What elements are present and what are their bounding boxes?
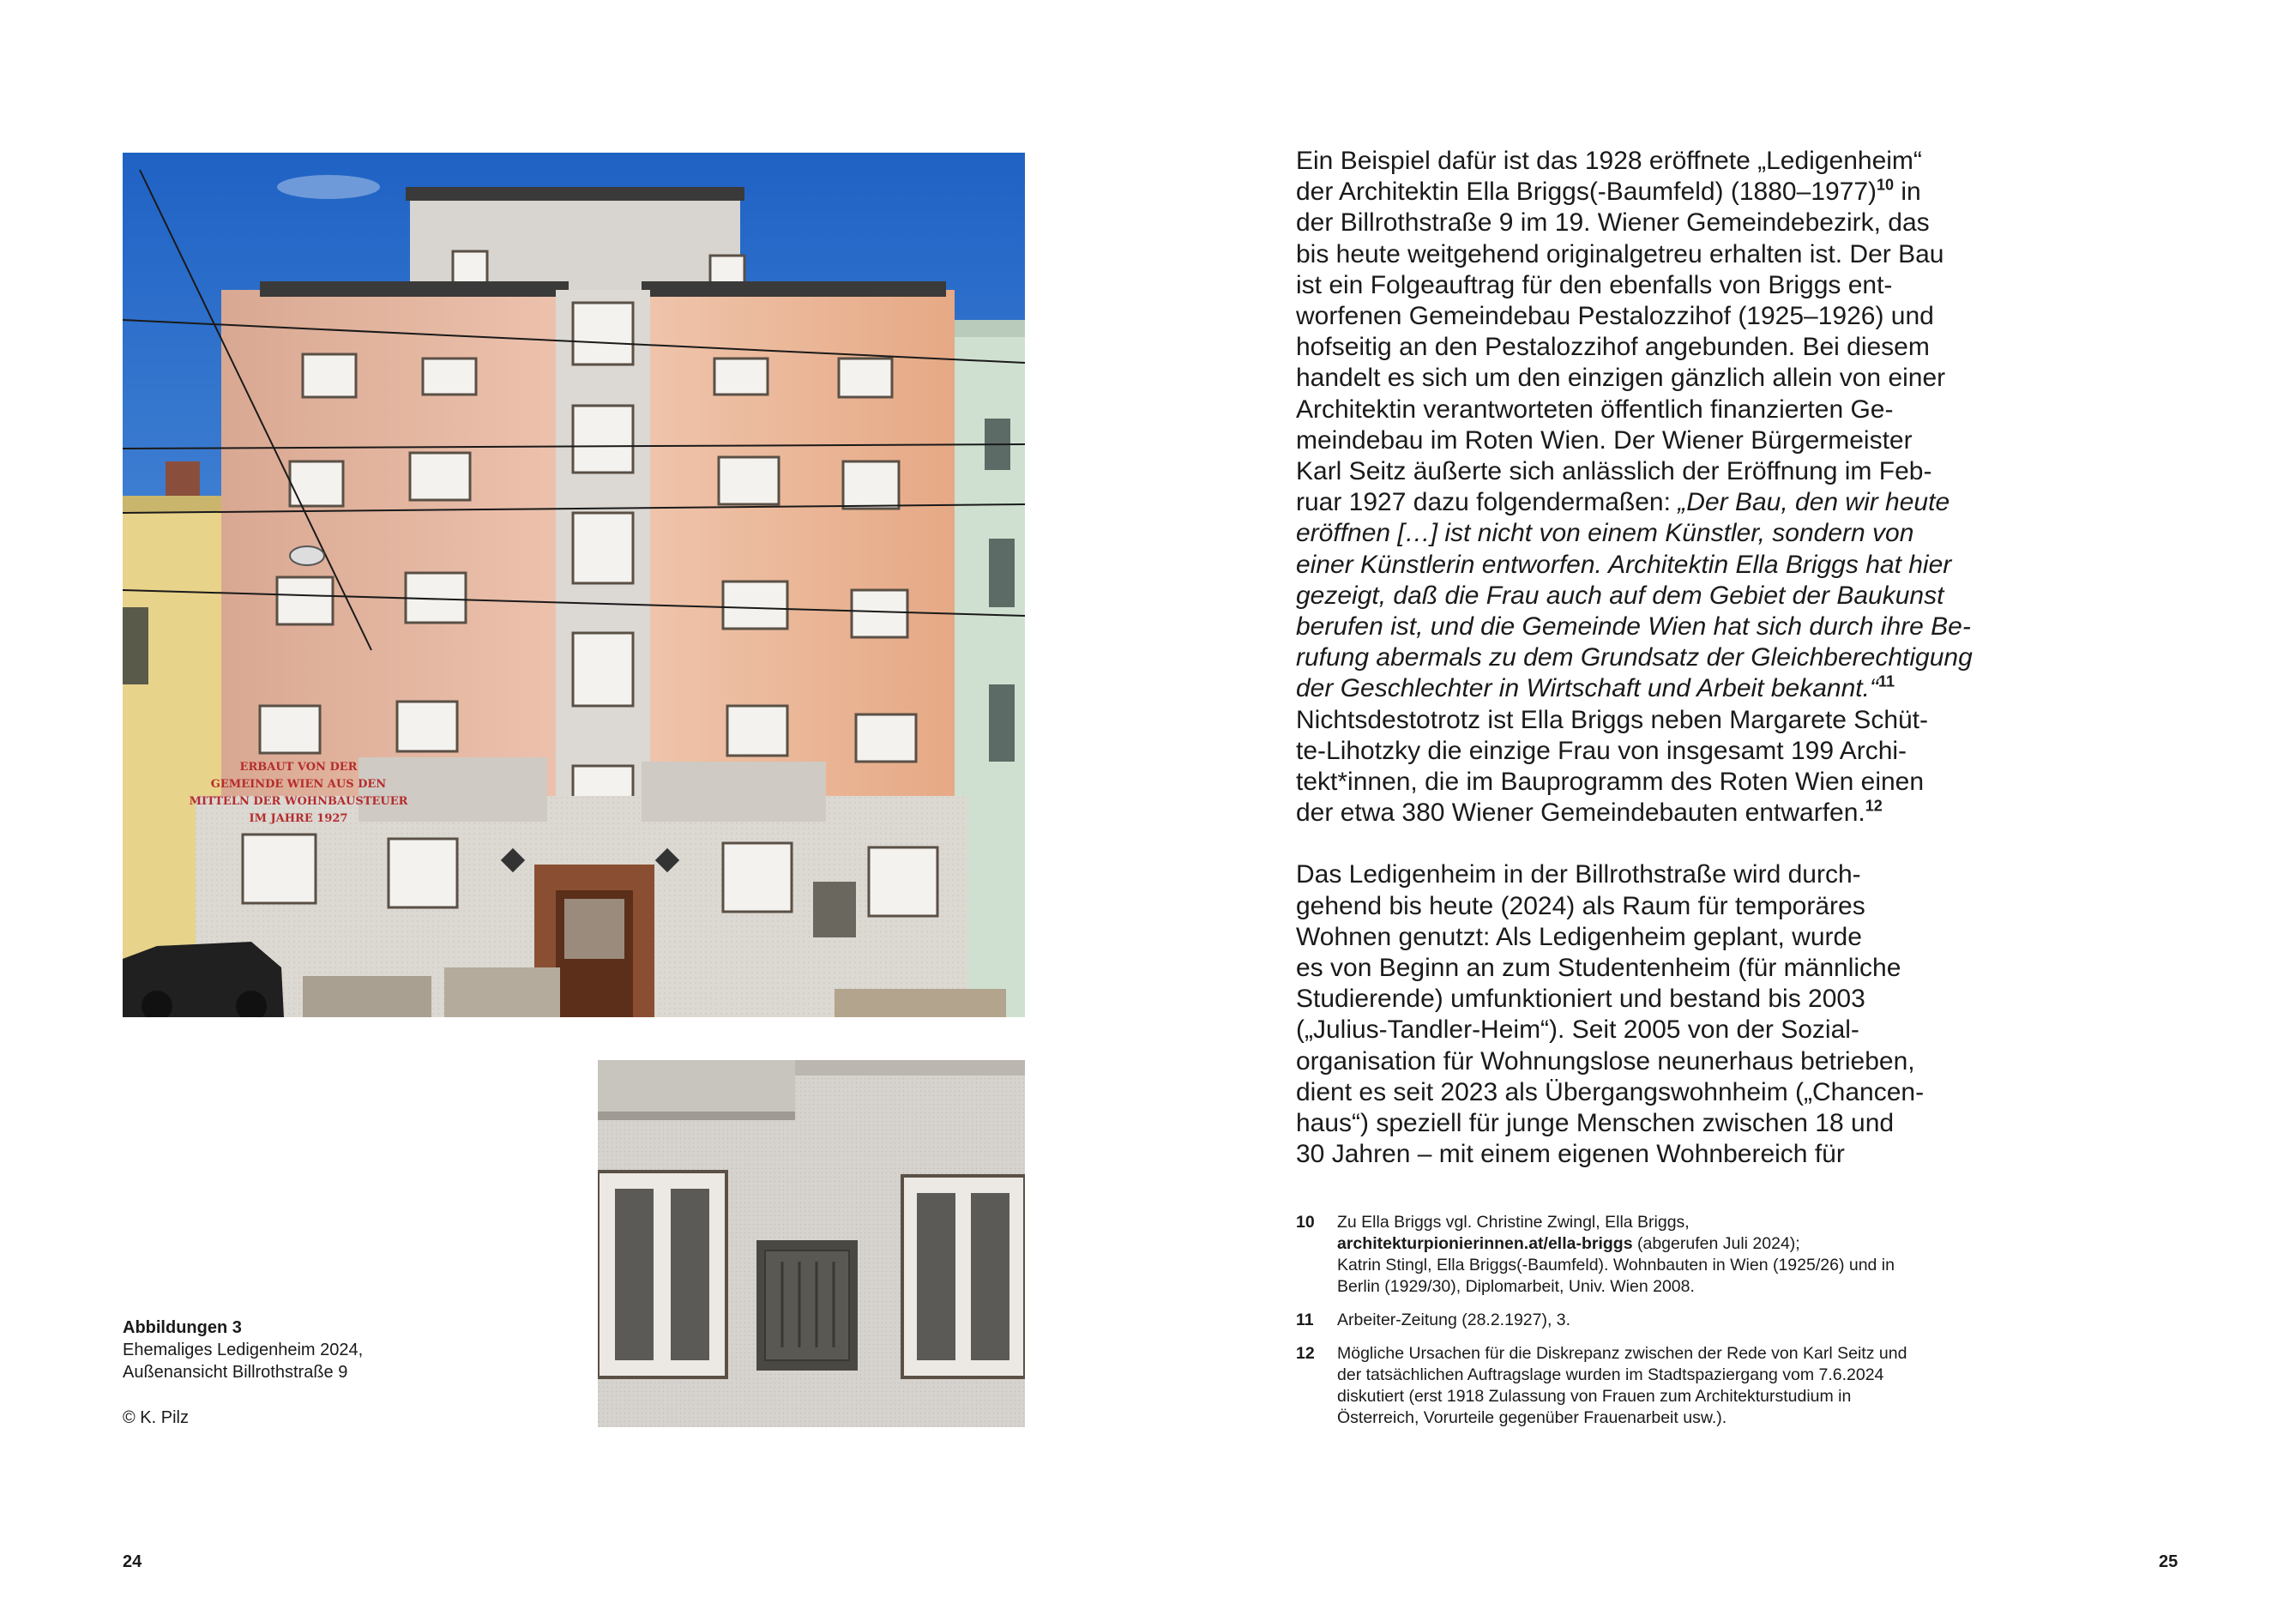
text-line: der Billrothstraße 9 im 19. Wiener Gemeindebezirk, das <box>1296 208 1930 238</box>
facade-sign-line-3: MITTELN DER WOHNBAUSTEUER <box>189 795 408 808</box>
body-text <box>1296 146 1982 1171</box>
footnote-11: 11 Arbeiter-Zeitung (28.2.1927), 3. <box>1296 1311 1571 1329</box>
quote-line: berufen ist, und die Gemeinde Wien hat sich durch ihre Be- <box>1296 612 1971 642</box>
text-line: te-Lihotzky die einzige Frau von insgesamt 199 Archi- <box>1296 736 1907 765</box>
text-line: der Architektin Ella Briggs(-Baumfeld) (1880–1977)$^{10}$ in <box>1296 176 1921 207</box>
text-line: Das Ledigenheim in der Billrothstraße wird durch- <box>1296 860 1861 889</box>
footnote-12: 12 Mögliche Ursachen für die Diskrepanz zwischen der Rede von Karl Seitz und der tatsächlichen Auftragslage wurden im Stadtspaziergang vom 7.6.2024 diskutiert (erst 1918 Zulassung von Frauen zum Architekturstudium in Österreich, Vorurteile gegenüber Frauenarbeit usw.). <box>1296 1344 1907 1427</box>
facade-sign-line-1: ERBAUT VON DER <box>239 761 358 774</box>
quote-line: der Geschlechter in Wirtschaft und Arbeit bekannt.“$^{11}$ <box>1296 672 1895 703</box>
building-facade-photo <box>123 153 1025 1017</box>
facade-sign-line-2: GEMEINDE WIEN AUS DEN <box>210 778 387 791</box>
text-line: („Julius-Tandler-Heim“). Seit 2005 von der Sozial- <box>1296 1015 1859 1045</box>
page-number-left: 24 <box>123 1552 142 1571</box>
text-line: ruar 1927 dazu folgendermaßen: „Der Bau, den wir heute <box>1296 488 1950 517</box>
text-line: Ein Beispiel dafür ist das 1928 eröffnete „Ledigenheim“ <box>1296 147 1922 175</box>
text-line: 30 Jahren – mit einem eigenen Wohnbereich für <box>1296 1140 1845 1169</box>
footnotes <box>1296 1212 1982 1441</box>
text-line: bis heute weitgehend originalgetreu erhalten ist. Der Bau <box>1296 239 1944 268</box>
text-line: hofseitig an den Pestalozzihof angebunden. Bei diesem <box>1296 333 1930 362</box>
caption-line-2: Außenansicht Billrothstraße 9 <box>123 1363 348 1382</box>
quote-line: einer Künstlerin entworfen. Architektin Ella Briggs hat hier <box>1296 550 1952 579</box>
footnote-ref-11: 11 <box>1877 672 1895 690</box>
text-line: Nichtsdestotrotz ist Ella Briggs neben Margarete Schüt- <box>1296 705 1929 734</box>
text-line: meindebau im Roten Wien. Der Wiener Bürgermeister <box>1296 425 1913 455</box>
text-line: worfenen Gemeindebau Pestalozzihof (1925–1926) und <box>1296 302 1934 331</box>
footnote-10: 10 Zu Ella Briggs vgl. Christine Zwingl, Ella Briggs, architekturpionierinnen.at/ella-briggs (abgerufen Juli 2024); Katrin Stingl, Ella Briggs(-Baumfeld). Wohnbauten in Wien (1925/26) und in Berlin (1929/30), Diplomarbeit, Univ. Wien 2008. <box>1296 1213 1895 1296</box>
caption-line-1: Ehemaliges Ledigenheim 2024, <box>123 1341 364 1359</box>
text-line: der etwa 380 Wiener Gemeindebauten entwarfen.$^{12}$ <box>1296 797 1883 828</box>
footnote-ref-12: 12 <box>1865 797 1883 815</box>
facade-detail-photo <box>598 1060 1025 1427</box>
text-line: tekt*innen, die im Bauprogramm des Roten Wien einen <box>1296 768 1925 797</box>
text-line: gehend bis heute (2024) als Raum für temporäres <box>1296 891 1865 920</box>
text-line: es von Beginn an zum Studentenheim (für männliche <box>1296 954 1901 983</box>
text-line: Architektin verantworteten öffentlich finanzierten Ge- <box>1296 395 1894 424</box>
text-line: haus“) speziell für junge Menschen zwischen 18 und <box>1296 1109 1895 1138</box>
facade-sign-line-4: IM JAHRE 1927 <box>249 812 348 825</box>
footnote-number: 10 <box>1296 1213 1315 1232</box>
quote-line: rufung abermals zu dem Grundsatz der Gleichberechtigung <box>1296 643 1973 672</box>
quote-start: „Der Bau, den wir heute <box>1678 488 1950 517</box>
text-line: Wohnen genutzt: Als Ledigenheim geplant, wurde <box>1296 922 1862 951</box>
footnote-ref-10: 10 <box>1877 176 1895 194</box>
footnote-link[interactable]: architekturpionierinnen.at/ella-briggs <box>1337 1234 1633 1253</box>
footnote-number: 12 <box>1296 1344 1315 1363</box>
figure-caption <box>123 1317 483 1429</box>
quote-line: gezeigt, daß die Frau auch auf dem Gebiet der Baukunst <box>1296 581 1944 610</box>
text-line: handelt es sich um den einzigen gänzlich allein von einer <box>1296 364 1946 393</box>
photo-credit: © K. Pilz <box>123 1408 189 1427</box>
footnote-number: 11 <box>1296 1311 1314 1329</box>
page-number-right: 25 <box>2159 1552 2178 1571</box>
text-line: Karl Seitz äußerte sich anlässlich der Eröffnung im Feb- <box>1296 457 1932 486</box>
caption-title: Abbildungen 3 <box>123 1318 242 1337</box>
text-line: organisation für Wohnungslose neunerhaus betrieben, <box>1296 1046 1915 1076</box>
text-line: Studierende) umfunktioniert und bestand bis 2003 <box>1296 985 1865 1014</box>
text-line: ist ein Folgeauftrag für den ebenfalls von Briggs ent- <box>1296 270 1893 299</box>
quote-line: eröffnen […] ist nicht von einem Künstler, sondern von <box>1296 519 1914 548</box>
text-line: dient es seit 2023 als Übergangswohnheim („Chancen- <box>1296 1077 1925 1106</box>
